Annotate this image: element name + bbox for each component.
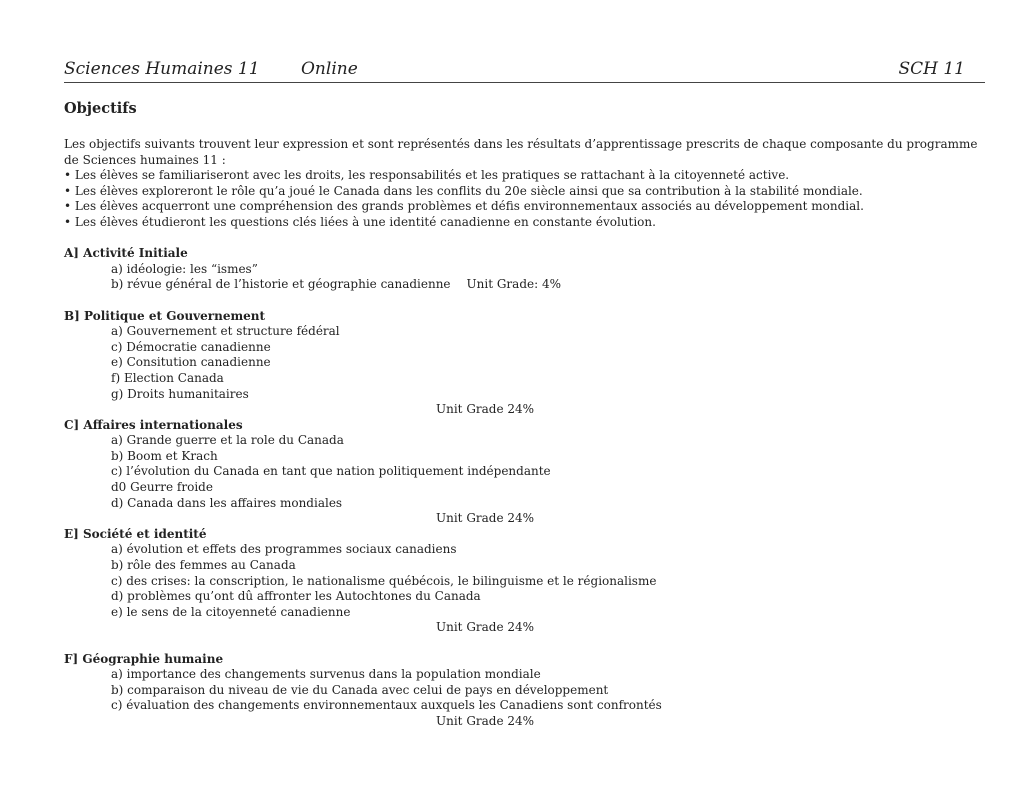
objectif-bullet-1: • Les élèves se familiariseront avec les droits, les responsabilités et les pratiques se rattachant à la citoyenneté active. — [64, 168, 790, 183]
section-c-item: a) Grande guerre et la role du Canada — [111, 433, 344, 448]
document-body — [64, 100, 984, 730]
section-e-item: a) évolution et effets des programmes sociaux canadiens — [111, 542, 457, 557]
section-f-item: a) importance des changements survenus dans la population mondiale — [111, 667, 541, 682]
section-c-item: d) Canada dans les affaires mondiales — [111, 495, 343, 510]
section-a-grade: Unit Grade: 4% — [466, 277, 562, 292]
course-code: SCH 11 — [898, 59, 965, 79]
section-e-item: d) problèmes qu’ont dû affronter les Autochtones du Canada — [111, 589, 481, 604]
section-b-item: f) Election Canada — [111, 370, 224, 385]
section-f-item: b) comparaison du niveau de vie du Canada avec celui de pays en développement — [111, 682, 609, 697]
objectifs-intro: Les objectifs suivants trouvent leur expression et sont représentés dans les résultats d’apprentissage prescrits de chaque composante du programme de Sciences humaines 11 : — [64, 137, 978, 167]
objectif-bullet-4: • Les élèves étudieront les questions clés liées à une identité canadienne en constante évolution. — [64, 214, 656, 229]
section-a-item: b) révue général de l’historie et géographie canadienne — [111, 277, 451, 292]
section-b-item: a) Gouvernement et structure fédéral — [111, 324, 340, 339]
section-b-grade: Unit Grade 24% — [436, 402, 535, 417]
section-b-item: e) Consitution canadienne — [111, 355, 271, 370]
page-header — [64, 58, 985, 83]
section-b-item: c) Démocratie canadienne — [111, 339, 271, 354]
section-e-grade: Unit Grade 24% — [436, 620, 535, 635]
section-c-title: C] Affaires internationales — [64, 417, 243, 432]
section-c-grade: Unit Grade 24% — [436, 511, 535, 526]
section-e-item: b) rôle des femmes au Canada — [111, 558, 296, 573]
section-b-item: g) Droits humanitaires — [111, 386, 249, 401]
course-title: Sciences Humaines 11 — [64, 59, 260, 79]
section-a-title: A] Activité Initiale — [64, 246, 188, 261]
objectif-bullet-3: • Les élèves acquerront une compréhension des grands problèmes et défis environnementaux associés au développement mondial. — [64, 199, 864, 214]
objectif-bullet-2: • Les élèves exploreront le rôle qu’a joué le Canada dans les conflits du 20e siècle ainsi que sa contribution à la stabilité mondiale. — [64, 183, 863, 198]
section-e-title: E] Société et identité — [64, 526, 207, 541]
section-f-item: c) évaluation des changements environnementaux auxquels les Canadiens sont confrontés — [111, 698, 662, 713]
section-c-item: c) l’évolution du Canada en tant que nation politiquement indépendante — [111, 464, 551, 479]
section-b-title: B] Politique et Gouvernement — [64, 308, 266, 323]
course-mode: Online — [301, 59, 358, 79]
section-c-item: d0 Geurre froide — [111, 480, 213, 495]
objectifs-heading: Objectifs — [64, 100, 137, 117]
section-c-item: b) Boom et Krach — [111, 448, 218, 463]
section-e-item: c) des crises: la conscription, le nationalisme québécois, le bilinguisme et le régionalisme — [111, 573, 657, 588]
section-a-item: a) idéologie: les “ismes” — [111, 261, 258, 276]
section-f-title: F] Géographie humaine — [64, 651, 224, 666]
section-e-item: e) le sens de la citoyenneté canadienne — [111, 604, 351, 619]
section-f-grade: Unit Grade 24% — [436, 713, 535, 728]
section-a-item-with-grade — [111, 277, 984, 293]
